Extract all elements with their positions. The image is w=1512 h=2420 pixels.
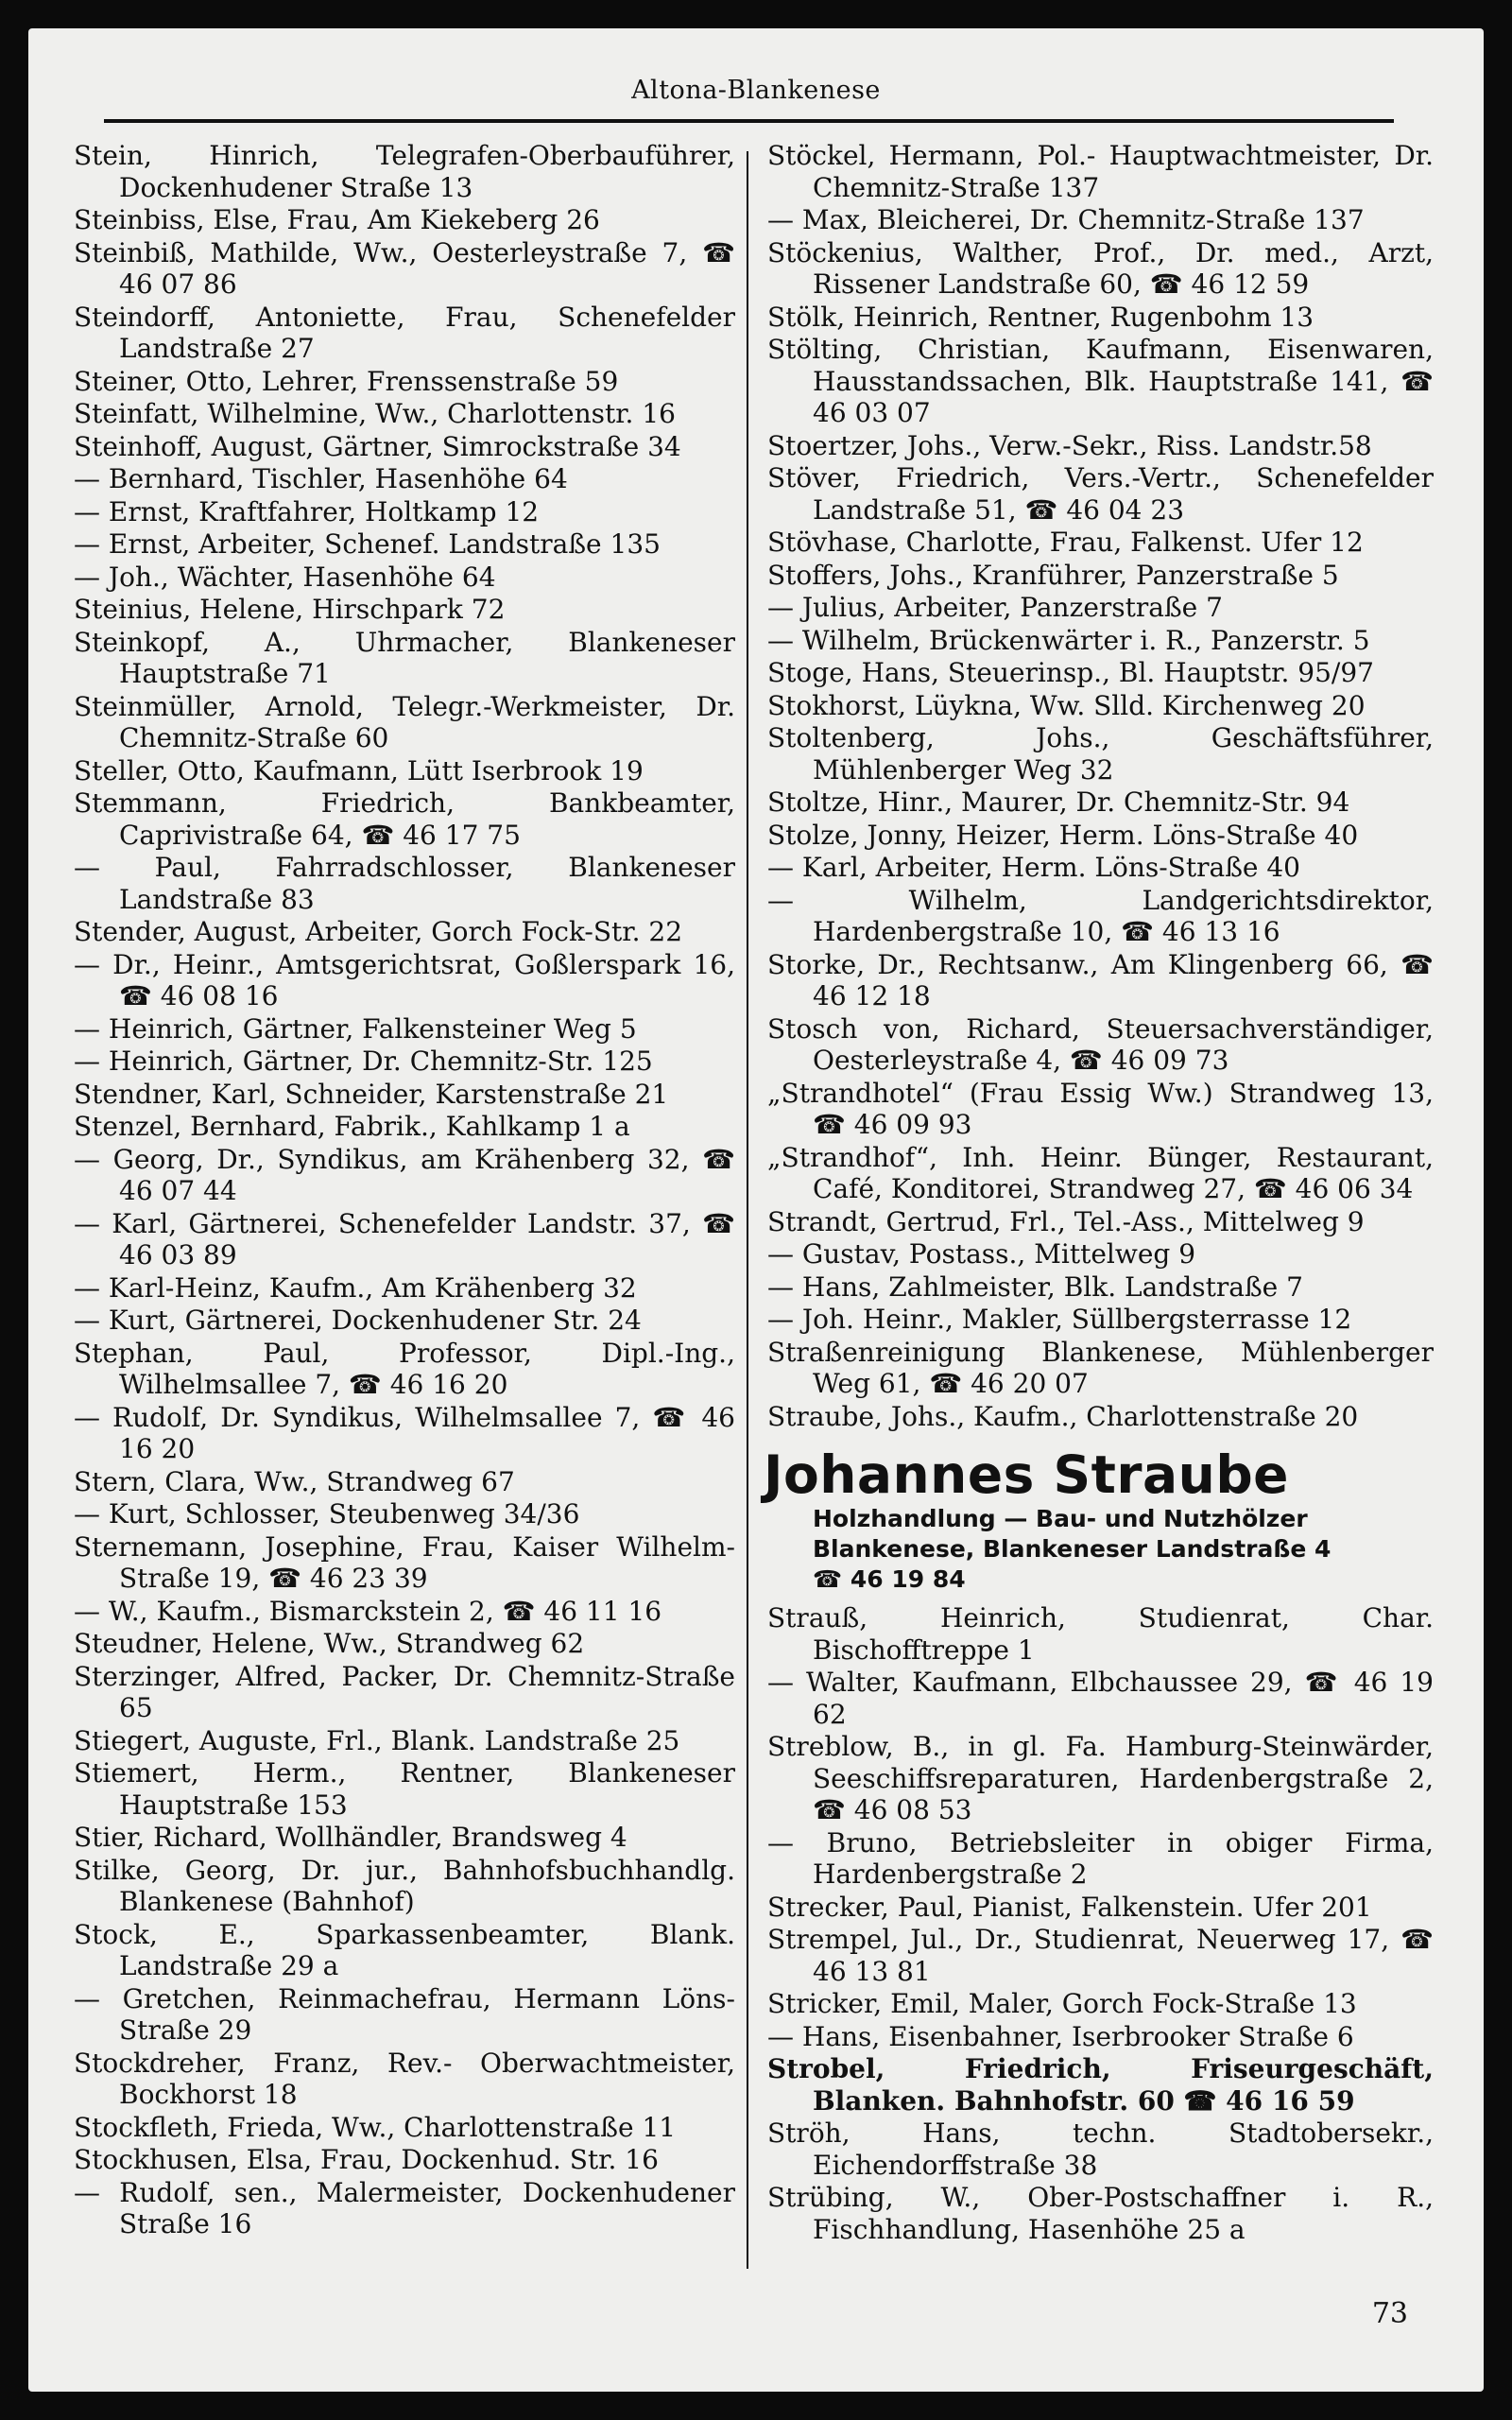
directory-page	[28, 28, 1484, 2392]
directory-entry: Stendner, Karl, Schneider, Karstenstraße 21	[74, 1078, 669, 1110]
directory-entry: — Kurt, Gärtnerei, Dockenhudener Str. 24	[74, 1305, 642, 1336]
directory-entry: Steinhoff, August, Gärtner, Simrockstraße 34	[74, 430, 681, 462]
directory-entry: — Dr., Heinr., Amtsgerichtsrat, Goßlerspark 16, ☎ 46 08 16	[74, 948, 735, 1011]
directory-entry: Stoffers, Johs., Kranführer, Panzerstraße 5	[767, 559, 1339, 591]
directory-entry: Streblow, B., in gl. Fa. Hamburg-Steinwärder, Seeschiffsreparaturen, Hardenbergstraße 2, ☎ 46 08 53	[767, 1731, 1434, 1825]
directory-entry: Stilke, Georg, Dr. jur., Bahnhofsbuchhandlg. Blankenese (Bahnhof)	[74, 1854, 735, 1917]
directory-entry: — Joh., Wächter, Hasenhöhe 64	[74, 561, 496, 593]
directory-entry: Steudner, Helene, Ww., Strandweg 62	[74, 1628, 585, 1659]
directory-entry: Straube, Johs., Kaufm., Charlottenstraße 20	[767, 1400, 1359, 1432]
directory-entry: Stöckel, Hermann, Pol.- Hauptwachtmeister, Dr. Chemnitz-Straße 137	[767, 140, 1434, 203]
directory-entry: Stockfleth, Frieda, Ww., Charlottenstraße 11	[74, 2111, 677, 2143]
directory-entry: Steinbiß, Mathilde, Ww., Oesterleystraße 7, ☎ 46 07 86	[74, 236, 735, 300]
directory-entry: Stoltze, Hinr., Maurer, Dr. Chemnitz-Str. 94	[767, 786, 1350, 818]
directory-entry: — Hans, Zahlmeister, Blk. Landstraße 7	[767, 1270, 1303, 1303]
directory-entry: — Walter, Kaufmann, Elbchaussee 29, ☎ 46 19 62	[767, 1667, 1434, 1730]
directory-entry: — Ernst, Arbeiter, Schenef. Landstraße 135	[74, 528, 661, 560]
directory-entry: Stoltenberg, Johs., Geschäftsführer, Mühlenberger Weg 32	[767, 722, 1434, 786]
directory-entry: — Georg, Dr., Syndikus, am Krähenberg 32, ☎ 46 07 44	[74, 1143, 735, 1206]
directory-entry: Steindorff, Antoniette, Frau, Schenefelder Landstraße 27	[74, 301, 735, 364]
advert-line-1: Holzhandlung — Bau- und Nutzhölzer	[813, 1505, 1308, 1532]
directory-entry: — Bernhard, Tischler, Hasenhöhe 64	[74, 463, 568, 494]
directory-entry: — Ernst, Kraftfahrer, Holtkamp 12	[74, 495, 540, 527]
left-column	[74, 140, 735, 2241]
directory-entry: — Hans, Eisenbahner, Iserbrooker Straße 6	[767, 2020, 1354, 2052]
directory-entry: — Wilhelm, Landgerichtsdirektor, Hardenbergstraße 10, ☎ 46 13 16	[767, 884, 1434, 947]
straube-advertisement	[764, 1444, 1434, 1595]
directory-entry: Strübing, W., Ober-Postschaffner i. R., Fischhandlung, Hasenhöhe 25 a	[767, 2182, 1434, 2245]
directory-entry: — Heinrich, Gärtner, Dr. Chemnitz-Str. 125	[74, 1046, 653, 1077]
directory-entry: Sterzinger, Alfred, Packer, Dr. Chemnitz-Straße 65	[74, 1660, 735, 1723]
directory-entry: — Joh. Heinr., Makler, Süllbergsterrasse 12	[767, 1304, 1352, 1335]
advert-line-3: ☎ 46 19 84	[813, 1565, 966, 1593]
directory-entry: — Karl, Arbeiter, Herm. Löns-Straße 40	[767, 852, 1300, 883]
directory-entry: — Kurt, Schlosser, Steubenweg 34/36	[74, 1498, 580, 1530]
directory-entry: — Heinrich, Gärtner, Falkensteiner Weg 5	[74, 1012, 637, 1045]
directory-entry: Ströh, Hans, techn. Stadtobersekr., Eichendorffstraße 38	[767, 2118, 1434, 2181]
directory-entry: Steinfatt, Wilhelmine, Ww., Charlottenstr. 16	[74, 398, 676, 429]
directory-entry: Steinkopf, A., Uhrmacher, Blankeneser Hauptstraße 71	[74, 626, 735, 689]
directory-entry: Stoge, Hans, Steuerinsp., Bl. Hauptstr. 95/97	[767, 657, 1374, 688]
directory-entry: — Karl, Gärtnerei, Schenefelder Landstr. 37, ☎ 46 03 89	[74, 1207, 735, 1270]
directory-entry: „Strandhof“, Inh. Heinr. Bünger, Restaurant, Café, Konditorei, Strandweg 27, ☎ 46 06 34	[767, 1141, 1434, 1204]
directory-entry: Stoertzer, Johs., Verw.-Sekr., Riss. Landstr.58	[767, 429, 1372, 461]
directory-entry: Stender, August, Arbeiter, Gorch Fock-Str. 22	[74, 916, 683, 947]
directory-entry: Stricker, Emil, Maler, Gorch Fock-Straße 13	[767, 1988, 1357, 2019]
advert-line-2: Blankenese, Blankeneser Landstraße 4	[813, 1535, 1332, 1563]
directory-entry: Strecker, Paul, Pianist, Falkenstein. Ufer 201	[767, 1891, 1372, 1923]
directory-entry: — W., Kaufm., Bismarckstein 2, ☎ 46 11 16	[74, 1595, 662, 1627]
directory-entry: Stephan, Paul, Professor, Dipl.-Ing., Wilhelmsallee 7, ☎ 46 16 20	[74, 1337, 735, 1400]
directory-entry: Strempel, Jul., Dr., Studienrat, Neuerweg 17, ☎ 46 13 81	[767, 1924, 1434, 1987]
directory-entry: Stockhusen, Elsa, Frau, Dockenhud. Str. 16	[74, 2144, 659, 2175]
directory-entry: — Rudolf, Dr. Syndikus, Wilhelmsallee 7, ☎ 46 16 20	[74, 1401, 735, 1464]
directory-entry: — Wilhelm, Brückenwärter i. R., Panzerstr. 5	[767, 624, 1370, 656]
right-column	[764, 140, 1434, 2246]
directory-entry: Stier, Richard, Wollhändler, Brandsweg 4	[74, 1822, 627, 1853]
right-column-end	[767, 2118, 1434, 2245]
right-column-bottom	[767, 1602, 1434, 2052]
directory-entry: — Gretchen, Reinmachefrau, Hermann Löns-Straße 29	[74, 1982, 735, 2046]
directory-entry: Stolze, Jonny, Heizer, Herm. Löns-Straße 40	[767, 819, 1359, 851]
directory-entry: — Max, Bleicherei, Dr. Chemnitz-Straße 137	[767, 204, 1365, 235]
directory-entry: Steiner, Otto, Lehrer, Frenssenstraße 59	[74, 365, 619, 397]
directory-entry: — Karl-Heinz, Kaufm., Am Krähenberg 32	[74, 1271, 637, 1304]
page-number: 73	[1371, 2297, 1408, 2330]
directory-entry: — Julius, Arbeiter, Panzerstraße 7	[767, 592, 1223, 623]
advert-title: Johannes Straube	[764, 1444, 1289, 1505]
directory-entry: Straßenreinigung Blankenese, Mühlenberger Weg 61, ☎ 46 20 07	[767, 1336, 1434, 1399]
directory-entry: Storke, Dr., Rechtsanw., Am Klingenberg 66, ☎ 46 12 18	[767, 948, 1434, 1011]
directory-entry: Stockdreher, Franz, Rev.- Oberwachtmeister, Bockhorst 18	[74, 2047, 735, 2110]
page-header: Altona-Blankenese	[631, 76, 881, 105]
directory-entry: — Rudolf, sen., Malermeister, Dockenhudener Straße 16	[74, 2176, 735, 2239]
directory-entry: Steinbiss, Else, Frau, Am Kiekeberg 26	[74, 204, 600, 235]
directory-entry: Stemmann, Friedrich, Bankbeamter, Caprivistraße 64, ☎ 46 17 75	[74, 787, 735, 851]
right-column-top	[767, 140, 1434, 1432]
directory-entry: — Paul, Fahrradschlosser, Blankeneser Landstraße 83	[74, 852, 735, 915]
directory-entry: Strandt, Gertrud, Frl., Tel.-Ass., Mittelweg 9	[767, 1205, 1365, 1237]
directory-entry: Stokhorst, Lüykna, Ww. Slld. Kirchenweg 20	[767, 689, 1366, 721]
directory-entry: Stöckenius, Walther, Prof., Dr. med., Arzt, Rissener Landstraße 60, ☎ 46 12 59	[767, 236, 1434, 300]
directory-entry: Stock, E., Sparkassenbeamter, Blank. Landstraße 29 a	[74, 1918, 735, 1981]
directory-entry: Stölting, Christian, Kaufmann, Eisenwaren, Hausstandssachen, Blk. Hauptstraße 141, ☎ 46 03 07	[767, 334, 1434, 428]
directory-entry: Stosch von, Richard, Steuersachverständiger, Oesterleystraße 4, ☎ 46 09 73	[767, 1012, 1434, 1076]
column-divider	[747, 151, 748, 2269]
directory-entry: Steller, Otto, Kaufmann, Lütt Iserbrook 19	[74, 754, 644, 786]
directory-entry: Stöver, Friedrich, Vers.-Vertr., Schenefelder Landstraße 51, ☎ 46 04 23	[767, 462, 1434, 526]
strobel-entry: Strobel, Friedrich, Friseurgeschäft, Blanken. Bahnhofstr. 60 ☎ 46 16 59	[767, 2053, 1434, 2117]
directory-entry: Stiegert, Auguste, Frl., Blank. Landstraße 25	[74, 1724, 680, 1756]
directory-entry: „Strandhotel“ (Frau Essig Ww.) Strandweg 13, ☎ 46 09 93	[767, 1077, 1434, 1140]
directory-entry: Stiemert, Herm., Rentner, Blankeneser Hauptstraße 153	[74, 1757, 735, 1821]
directory-entry: Stenzel, Bernhard, Fabrik., Kahlkamp 1 a	[74, 1111, 630, 1142]
directory-entry: Steinius, Helene, Hirschpark 72	[74, 594, 506, 625]
directory-entry: Steinmüller, Arnold, Telegr.-Werkmeister, Dr. Chemnitz-Straße 60	[74, 690, 735, 753]
directory-entry: — Bruno, Betriebsleiter in obiger Firma, Hardenbergstraße 2	[767, 1826, 1434, 1890]
directory-entry: Sternemann, Josephine, Frau, Kaiser Wilhelm-Straße 19, ☎ 46 23 39	[74, 1530, 735, 1594]
directory-entry: — Gustav, Postass., Mittelweg 9	[767, 1238, 1196, 1270]
directory-entry: Stölk, Heinrich, Rentner, Rugenbohm 13	[767, 301, 1314, 333]
directory-entry: Stein, Hinrich, Telegrafen-Oberbauführer, Dockenhudener Straße 13	[74, 140, 735, 203]
directory-entry: Strauß, Heinrich, Studienrat, Char. Bischofftreppe 1	[767, 1602, 1434, 1666]
header-rule	[104, 119, 1394, 123]
directory-entry: Stövhase, Charlotte, Frau, Falkenst. Ufer 12	[767, 527, 1364, 558]
directory-entry: Stern, Clara, Ww., Strandweg 67	[74, 1465, 515, 1497]
